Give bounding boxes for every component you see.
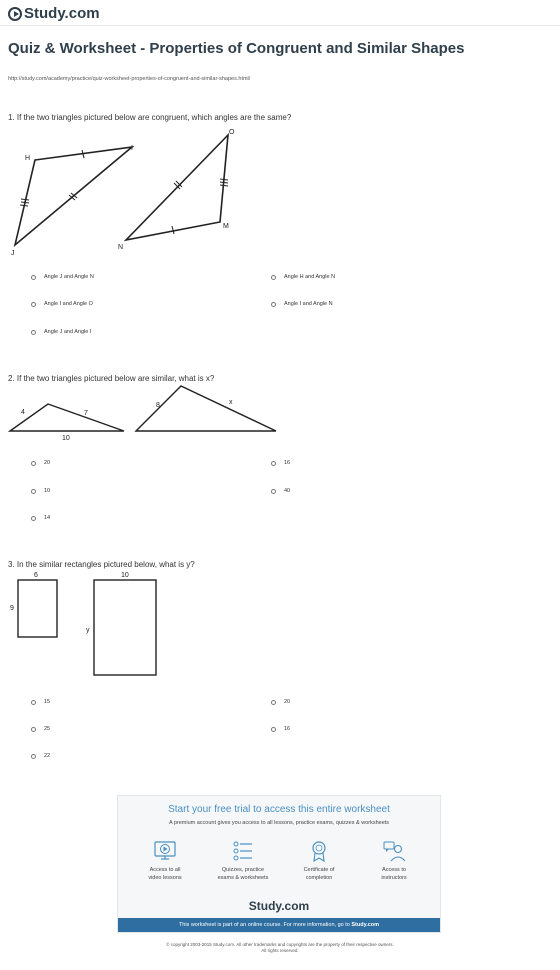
q1-option-1[interactable] — [31, 274, 94, 280]
q1-option-3[interactable] — [31, 301, 93, 307]
feature-line-1: Quizzes, practice — [221, 867, 265, 873]
radio-button[interactable] — [271, 727, 276, 732]
q2-option-3[interactable] — [31, 488, 50, 494]
feature-instructors — [359, 840, 429, 882]
label-x: x — [229, 399, 233, 406]
promo-brand-logo[interactable]: Study.com — [248, 899, 310, 913]
video-icon — [153, 840, 177, 862]
study-logo[interactable] — [8, 5, 100, 22]
list-icon — [231, 840, 255, 862]
large-rectangle — [94, 580, 156, 675]
radio-button[interactable] — [31, 302, 36, 307]
question-2-text: 2. If the two triangles pictured below are similar, what is x? — [8, 374, 215, 383]
congruent-triangles-figure — [8, 125, 248, 260]
tick-hj-1 — [21, 199, 29, 200]
tick-nm — [172, 226, 174, 234]
option-label: 15 — [44, 699, 51, 705]
similar-triangles-figure — [6, 382, 286, 444]
promo-title[interactable]: Start your free trial to access this entire worksheet — [168, 804, 390, 815]
option-label: 20 — [44, 460, 51, 466]
option-label: 25 — [44, 726, 51, 732]
worksheet-title: Quiz & Worksheet - Properties of Congruent and Similar Shapes — [8, 40, 465, 57]
label-10: 10 — [121, 572, 129, 579]
tick-hj-2 — [21, 202, 29, 203]
radio-button[interactable] — [271, 302, 276, 307]
radio-button[interactable] — [31, 275, 36, 280]
radio-button[interactable] — [271, 275, 276, 280]
label-9: 9 — [10, 605, 14, 612]
instructor-icon — [382, 840, 406, 862]
option-label: Angle H and Angle N — [284, 274, 336, 280]
promo-info-bar — [118, 918, 440, 932]
promo-bar-text: This worksheet is part of an online course. For more information, go to — [178, 922, 350, 928]
q1-option-4[interactable] — [271, 301, 333, 307]
premium-promo-box — [117, 795, 441, 933]
tick-om-2 — [220, 182, 228, 183]
option-label: Angle J and Angle N — [44, 274, 94, 280]
feature-line-1: Certificate of — [303, 867, 335, 873]
label-7: 7 — [84, 410, 88, 417]
tick-om-1 — [220, 179, 228, 180]
copyright-notice — [0, 942, 560, 954]
promo-bar-link[interactable]: Study.com — [351, 922, 380, 928]
option-label: 16 — [284, 460, 291, 466]
feature-line-2: exams & worksheets — [217, 875, 269, 881]
source-url: http://study.com/academy/practice/quiz-worksheet-properties-of-congruent-and-similar-shapes.html/ — [8, 76, 251, 82]
logo-text: Study.com — [24, 5, 100, 22]
feature-line-2: completion — [305, 875, 333, 881]
label-8: 8 — [156, 402, 160, 409]
option-label: 14 — [44, 515, 51, 521]
feature-certificate — [284, 840, 354, 882]
radio-button[interactable] — [271, 489, 276, 494]
q3-option-5[interactable] — [31, 753, 50, 759]
q3-option-3[interactable] — [31, 726, 50, 732]
feature-line-1: Access to all — [149, 867, 181, 873]
feature-line-1: Access to — [382, 867, 406, 873]
certificate-icon — [307, 840, 331, 862]
copyright-line-2: All rights reserved. — [261, 948, 299, 953]
question-1-text: 1. If the two triangles pictured below are congruent, which angles are the same? — [8, 113, 292, 122]
option-label: 10 — [44, 488, 51, 494]
q3-option-2[interactable] — [271, 699, 290, 705]
feature-line-2: instructors — [381, 875, 407, 881]
label-n: N — [118, 244, 124, 251]
radio-button[interactable] — [31, 330, 36, 335]
label-y: y — [86, 627, 90, 634]
small-triangle — [10, 404, 124, 431]
option-label: 40 — [284, 488, 291, 494]
promo-subtitle: A premium account gives you access to all lessons, practice exams, quizzes & worksheets — [168, 820, 390, 826]
q2-option-4[interactable] — [271, 488, 290, 494]
radio-button[interactable] — [31, 489, 36, 494]
triangle-omn — [126, 135, 228, 240]
q3-option-1[interactable] — [31, 699, 50, 705]
label-4: 4 — [21, 409, 25, 416]
q2-option-1[interactable] — [31, 460, 50, 466]
q2-option-2[interactable] — [271, 460, 290, 466]
label-m: M — [223, 223, 229, 230]
radio-button[interactable] — [271, 700, 276, 705]
radio-button[interactable] — [31, 700, 36, 705]
label-o: O — [229, 129, 235, 136]
header-divider — [0, 25, 560, 26]
label-j: J — [11, 250, 15, 257]
option-label: 20 — [284, 699, 291, 705]
q1-option-2[interactable] — [271, 274, 335, 280]
option-label: Angle I and Angle O — [44, 301, 93, 307]
radio-button[interactable] — [31, 516, 36, 521]
feature-line-2: video lessons — [148, 875, 182, 881]
q3-option-4[interactable] — [271, 726, 290, 732]
radio-button[interactable] — [31, 461, 36, 466]
tick-hj-3 — [20, 205, 28, 206]
option-label: Angle J and Angle I — [44, 329, 92, 335]
radio-button[interactable] — [31, 727, 36, 732]
q2-option-5[interactable] — [31, 515, 50, 521]
label-10: 10 — [62, 435, 70, 442]
feature-quizzes — [208, 840, 278, 882]
question-3-text: 3. In the similar rectangles pictured below, what is y? — [8, 560, 195, 569]
feature-video-lessons — [130, 840, 200, 882]
label-h: H — [25, 155, 31, 162]
small-rectangle — [18, 580, 57, 637]
similar-rectangles-figure — [6, 568, 176, 680]
label-6: 6 — [34, 572, 38, 579]
triangle-hij — [15, 147, 132, 245]
option-label: Angle I and Angle N — [284, 301, 333, 307]
q1-option-5[interactable] — [31, 329, 91, 335]
label-i: I — [131, 145, 133, 152]
option-label: 16 — [284, 726, 291, 732]
play-logo-icon — [8, 7, 22, 21]
radio-button[interactable] — [31, 754, 36, 759]
copyright-line-1: © copyright 2003-2015 Study.com. All other trademarks and copyrights are the property of their respective owners. — [166, 942, 394, 947]
radio-button[interactable] — [271, 461, 276, 466]
option-label: 22 — [44, 753, 51, 759]
tick-om-3 — [220, 185, 228, 186]
